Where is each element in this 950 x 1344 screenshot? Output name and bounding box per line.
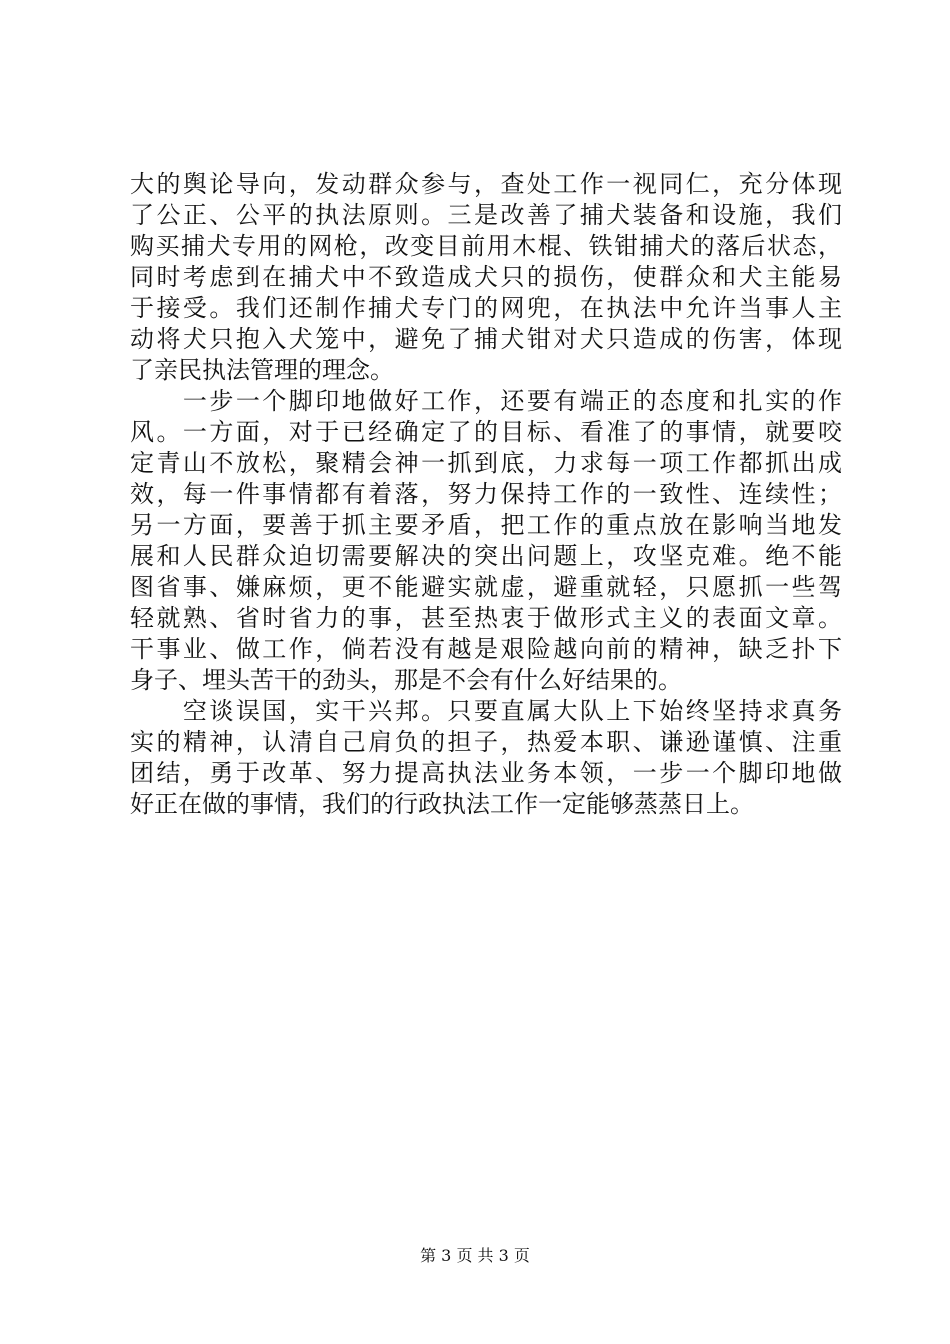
- text-line: 实的精神，认清自己肩负的担子，热爱本职、谦逊谨慎、注重: [130, 728, 842, 756]
- text-line: 一步一个脚印地做好工作，还要有端正的态度和扎实的作: [130, 387, 842, 415]
- text-line: 轻就熟、省时省力的事，甚至热衷于做形式主义的表面文章。: [130, 604, 842, 632]
- text-line: 干事业、做工作，倘若没有越是艰险越向前的精神，缺乏扑下: [130, 635, 842, 663]
- text-line: 定青山不放松，聚精会神一抓到底，力求每一项工作都抓出成: [130, 449, 842, 477]
- body-text: [130, 169, 842, 820]
- page-footer: 第 3 页 共 3 页: [420, 1246, 530, 1265]
- text-line: 另一方面，要善于抓主要矛盾，把工作的重点放在影响当地发: [130, 511, 842, 539]
- text-line: 展和人民群众迫切需要解决的突出问题上，攻坚克难。绝不能: [130, 542, 842, 570]
- text-line: 了亲民执法管理的理念。: [130, 356, 394, 384]
- text-line: 大的舆论导向，发动群众参与，查处工作一视同仁，充分体现: [130, 170, 842, 198]
- text-line: 同时考虑到在捕犬中不致造成犬只的损伤，使群众和犬主能易: [130, 263, 842, 291]
- text-line: 风。一方面，对于已经确定了的目标、看准了的事情，就要咬: [130, 418, 842, 446]
- text-line: 于接受。我们还制作捕犬专门的网兜，在执法中允许当事人主: [130, 294, 842, 322]
- text-line: 动将犬只抱入犬笼中，避免了捕犬钳对犬只造成的伤害，体现: [130, 325, 842, 353]
- text-line: 空谈误国，实干兴邦。只要直属大队上下始终坚持求真务: [130, 697, 842, 725]
- text-line: 购买捕犬专用的网枪，改变目前用木棍、铁钳捕犬的落后状态，: [130, 232, 842, 260]
- text-line: 好正在做的事情，我们的行政执法工作一定能够蒸蒸日上。: [130, 790, 754, 818]
- text-line: 效，每一件事情都有着落，努力保持工作的一致性、连续性；: [130, 480, 842, 508]
- text-line: 图省事、嫌麻烦，更不能避实就虚，避重就轻，只愿抓一些驾: [130, 573, 842, 601]
- text-line: 团结，勇于改革、努力提高执法业务本领，一步一个脚印地做: [130, 759, 842, 787]
- text-line: 身子、埋头苦干的劲头，那是不会有什么好结果的。: [130, 666, 682, 694]
- text-line: 了公正、公平的执法原则。三是改善了捕犬装备和设施，我们: [130, 201, 842, 229]
